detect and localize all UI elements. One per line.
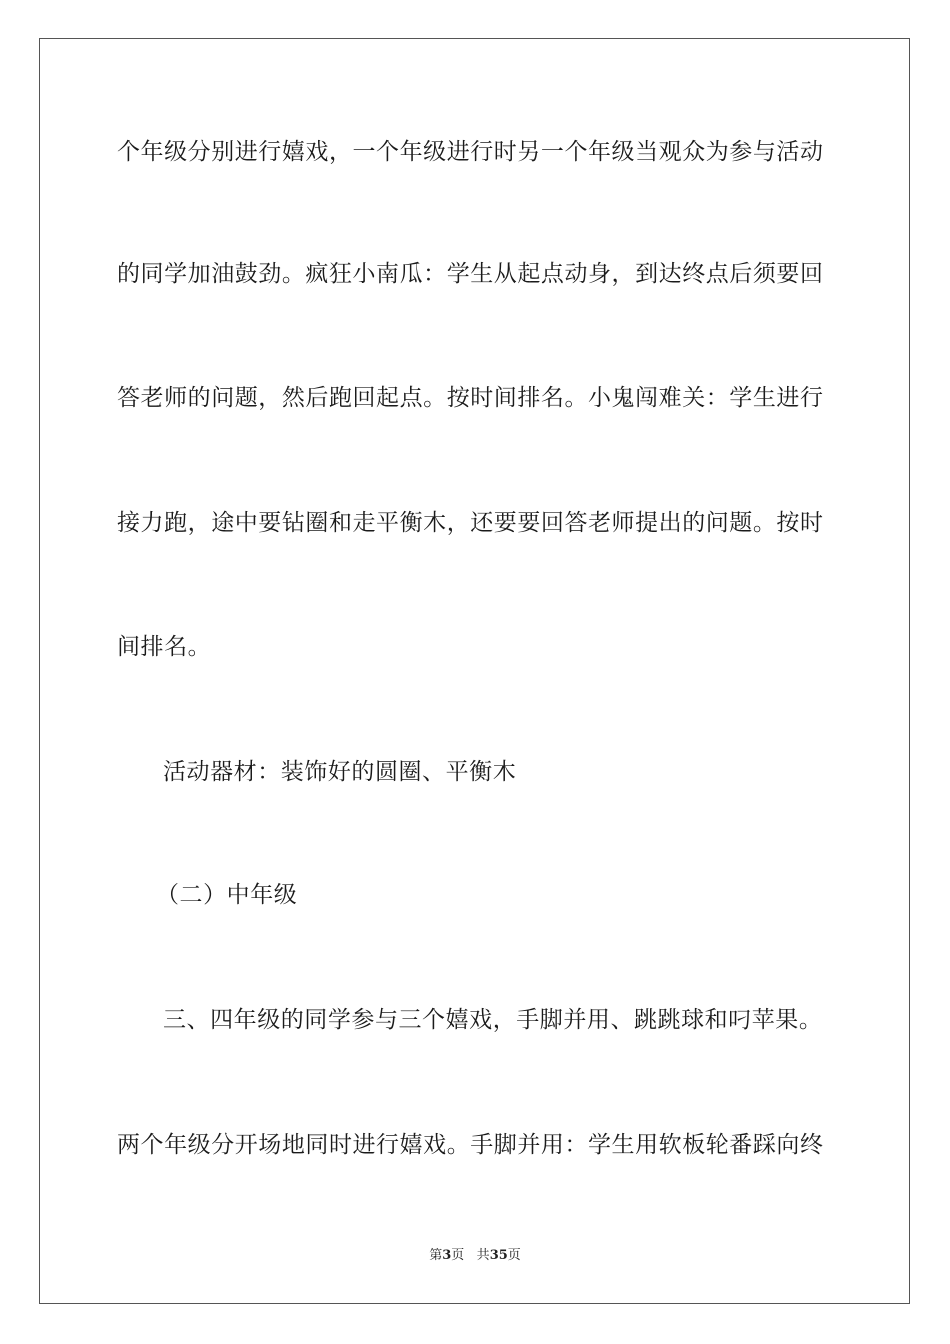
- footer-total-prefix: 共: [476, 1248, 490, 1263]
- equipment-paragraph: 活动器材：装饰好的圆圈、平衡木: [163, 759, 517, 785]
- page-border: [39, 38, 910, 1304]
- footer-page-suffix: 页: [451, 1248, 465, 1263]
- footer-total-suffix: 页: [507, 1248, 521, 1263]
- body-text-line-4: 接力跑，途中要钻圈和走平衡木，还要要回答老师提出的问题。按时: [117, 510, 824, 536]
- body-text-line-9: 两个年级分开场地同时进行嬉戏。手脚并用：学生用软板轮番踩向终: [117, 1132, 824, 1158]
- page-footer: [0, 1247, 950, 1265]
- footer-page-prefix: 第: [429, 1248, 443, 1263]
- footer-total-pages: 35: [489, 1248, 508, 1263]
- body-text-line-1: 个年级分别进行嬉戏，一个年级进行时另一个年级当观众为参与活动: [117, 139, 824, 165]
- footer-page-number: 3: [442, 1248, 452, 1263]
- section-heading-middle-grade: （二）中年级: [156, 882, 298, 908]
- body-text-line-2: 的同学加油鼓劲。疯狂小南瓜：学生从起点动身，到达终点后须要回: [117, 261, 824, 287]
- body-text-line-5: 间排名。: [117, 634, 212, 660]
- body-text-line-8: 三、四年级的同学参与三个嬉戏，手脚并用、跳跳球和叼苹果。: [163, 1007, 823, 1033]
- body-text-line-3: 答老师的问题，然后跑回起点。按时间排名。小鬼闯难关：学生进行: [117, 385, 824, 411]
